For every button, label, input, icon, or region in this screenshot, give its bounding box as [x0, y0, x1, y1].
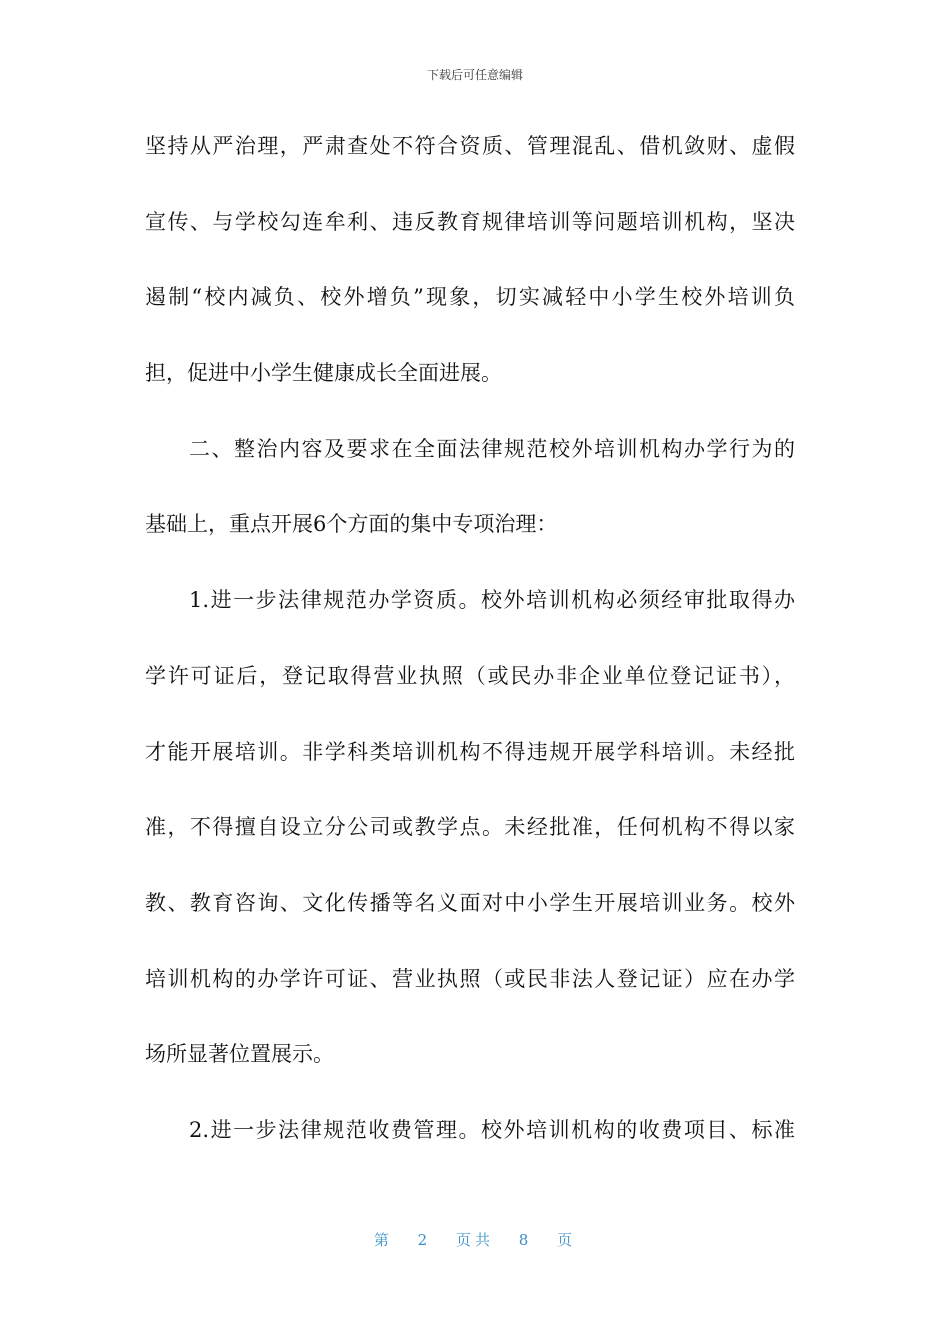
- paragraph-line: 担，促进中小学生健康成长全面进展。: [145, 361, 502, 386]
- list-item-heading-line: 1.进一步法律规范办学资质。校外培训机构必须经审批取得办: [189, 588, 795, 613]
- total-label-prefix: 页共: [455, 1231, 494, 1249]
- paragraph-line: 宣传、与学校勾连牟利、违反教育规律培训等问题培训机构，坚决: [145, 209, 795, 234]
- total-pages-number: 8: [518, 1231, 533, 1249]
- paragraph-line: 基础上，重点开展6个方面的集中专项治理：: [145, 512, 558, 537]
- paragraph-line: 才能开展培训。非学科类培训机构不得违规开展学科培训。未经批: [145, 739, 795, 764]
- paragraph-line: 教、教育咨询、文化传播等名义面对中小学生开展培训业务。校外: [145, 890, 795, 915]
- paragraph-line: 学许可证后，登记取得营业执照（或民办非企业单位登记证书），: [145, 663, 795, 688]
- section-heading-line: 二、整治内容及要求在全面法律规范校外培训机构办学行为的: [189, 436, 795, 461]
- document-body: [145, 122, 795, 1182]
- current-page-number: 2: [417, 1231, 432, 1249]
- paragraph-line: 准，不得擅自设立分公司或教学点。未经批准，任何机构不得以家: [145, 815, 795, 840]
- total-label-suffix: 页: [557, 1231, 577, 1249]
- paragraph-line: 场所显著位置展示。: [145, 1042, 334, 1067]
- list-item-heading-line: 2.进一步法律规范收费管理。校外培训机构的收费项目、标准: [189, 1117, 795, 1142]
- paragraph-line: 培训机构的办学许可证、营业执照（或民非法人登记证）应在办学: [145, 966, 795, 991]
- page-footer: [0, 1229, 950, 1250]
- page-header: 下载后可任意编辑: [426, 68, 523, 82]
- page-label: 第: [373, 1231, 393, 1249]
- paragraph-line: 坚持从严治理，严肃查处不符合资质、管理混乱、借机敛财、虚假: [145, 134, 795, 158]
- paragraph-line: 遏制“校内减负、校外增负”现象，切实减轻中小学生校外培训负: [145, 285, 795, 310]
